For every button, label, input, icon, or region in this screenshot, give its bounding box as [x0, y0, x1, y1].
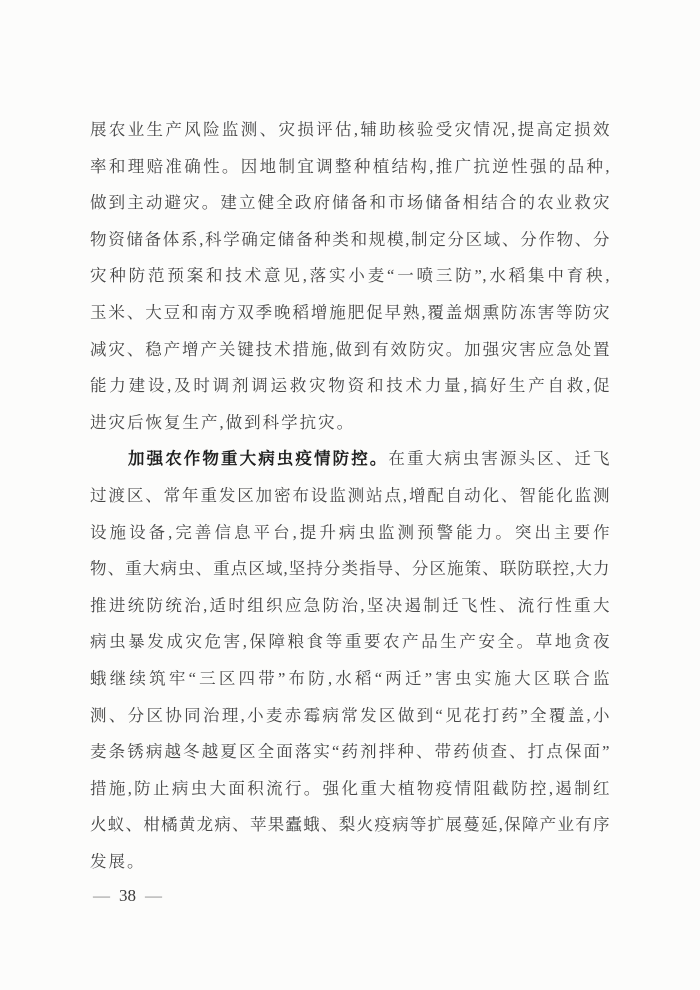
text-line: 灾种防范预案和技术意见,落实小麦“一喷三防”,水稻集中育秧, [90, 266, 610, 286]
text-line: 蛾继续筑牢“三区四带”布防,水稻“两迁”害虫实施大区联合监 [90, 668, 610, 688]
text-line: 过渡区、常年重发区加密布设监测站点,增配自动化、智能化监测 [90, 485, 610, 505]
text-line: 做到主动避灾。建立健全政府储备和市场储备相结合的农业救灾 [90, 193, 610, 213]
paragraph2-heading-rest: 在重大病虫害源头区、迁飞 [388, 449, 610, 469]
text-line: 率和理赔准确性。因地制宜调整种植结构,推广抗逆性强的品种, [90, 156, 610, 176]
text-line: 设施设备,完善信息平台,提升病虫监测预警能力。突出主要作 [90, 522, 610, 542]
text-line: 火蚁、柑橘黄龙病、苹果蠹蛾、梨火疫病等扩展蔓延,保障产业有序 [90, 815, 610, 835]
body-text-block [90, 112, 610, 880]
page-number-footer [93, 885, 162, 907]
text-line: 物、重大病虫、重点区域,坚持分类指导、分区施策、联防联控,大力 [90, 559, 610, 579]
paragraph1-last-line: 进灾后恢复生产,做到科学抗灾。 [90, 412, 356, 432]
text-line: 麦条锈病越冬越夏区全面落实“药剂拌种、带药侦查、打点保面” [90, 742, 610, 762]
page-number: 38 [119, 886, 136, 905]
text-line: 测、分区协同治理,小麦赤霉病常发区做到“见花打药”全覆盖,小 [90, 705, 610, 725]
footer-dash-left: — [93, 886, 110, 905]
text-line: 措施,防止病虫大面积流行。强化重大植物疫情阻截防控,遏制红 [90, 778, 610, 798]
text-line: 病虫暴发成灾危害,保障粮食等重要农产品生产安全。草地贪夜 [90, 632, 610, 652]
paragraph2-heading-line [90, 441, 610, 478]
text-line: 物资储备体系,科学确定储备种类和规模,制定分区域、分作物、分 [90, 229, 610, 249]
paragraph2-last-line: 发展。 [90, 851, 146, 871]
text-line: 减灾、稳产增产关键技术措施,做到有效防灾。加强灾害应急处置 [90, 339, 610, 359]
text-line: 推进统防统治,适时组织应急防治,坚决遏制迁飞性、流行性重大 [90, 595, 610, 615]
paragraph2-heading: 加强农作物重大病虫疫情防控。 [128, 449, 389, 469]
text-line: 能力建设,及时调剂调运救灾物资和技术力量,搞好生产自救,促 [90, 376, 610, 396]
text-line: 展农业生产风险监测、灾损评估,辅助核验受灾情况,提高定损效 [90, 120, 610, 139]
footer-dash-right: — [145, 886, 162, 905]
text-line: 玉米、大豆和南方双季晚稻增施肥促早熟,覆盖烟熏防冻害等防灾 [90, 302, 610, 322]
